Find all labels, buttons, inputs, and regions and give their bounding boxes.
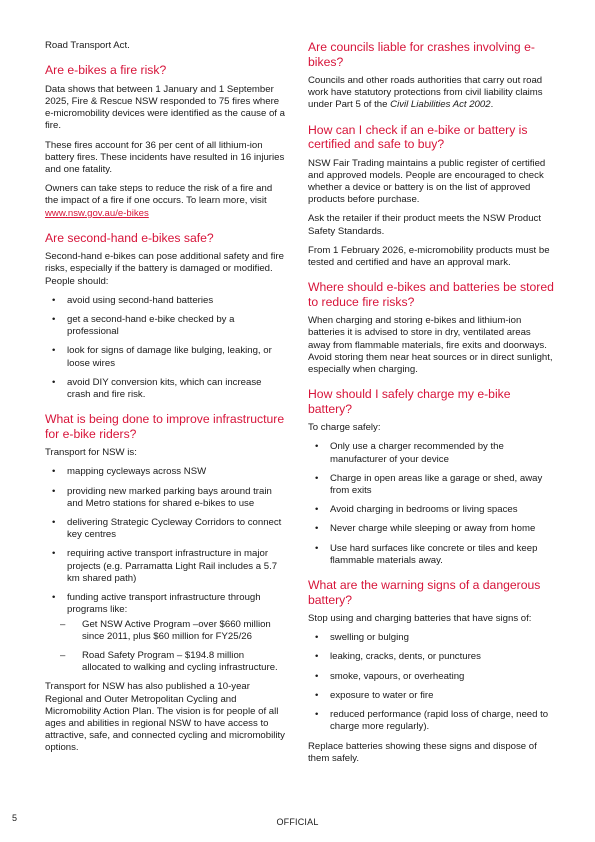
list-item: • providing new marked parking bays around train and Metro stations for shared e-bikes to use xyxy=(45,486,285,510)
list-item: • reduced performance (rapid loss of charge, need to charge more regularly). xyxy=(308,709,554,733)
list-item: • delivering Strategic Cycleway Corridors to connect key centres xyxy=(45,517,285,541)
list-item: • smoke, vapours, or overheating xyxy=(308,671,554,683)
list-item: • Avoid charging in bedrooms or living spaces xyxy=(308,504,554,516)
intro-text: Road Transport Act. xyxy=(45,40,130,51)
list-item: • Use hard surfaces like concrete or tiles and keep flammable materials away. xyxy=(308,543,554,567)
councils-para xyxy=(308,75,554,112)
programs-sublist xyxy=(45,619,285,675)
list-item: • look for signs of damage like bulging, leaking, or loose wires xyxy=(45,345,285,369)
classification-label: OFFICIAL xyxy=(276,817,319,827)
councils-para-end: . xyxy=(490,99,494,111)
second-hand-para: Second-hand e-bikes can pose additional safety and fire risks, especially if the battery is damaged or modified. People should: xyxy=(45,251,284,287)
infra-para-2: Transport for NSW has also published a 10-year Regional and Outer Metropolitan Cycling and Micromobility Action Plan. The vision is for people of all ages and abilities in regional NSW to have access to attractive, safe, and connected cycling and micromobility options. xyxy=(45,681,285,754)
councils-para-text: Councils and other roads authorities that carry out road work have statutory protections from civil liability claims under Part 5 of the xyxy=(308,75,543,111)
infra-list xyxy=(45,466,285,674)
list-item: • avoid DIY conversion kits, which can increase crash and fire risk. xyxy=(45,377,285,401)
warning-para-2: Replace batteries showing these signs and dispose of them safely. xyxy=(308,740,537,764)
list-item: • avoid using second-hand batteries xyxy=(45,295,285,307)
fire-para-3 xyxy=(45,183,285,220)
list-item: • mapping cycleways across NSW xyxy=(45,466,285,478)
sub-list-item: – Road Safety Program – $194.8 million allocated to walking and cycling infrastructure. xyxy=(45,650,285,674)
charge-para: To charge safely: xyxy=(308,422,381,434)
heading-councils: Are councils liable for crashes involving e-bikes? xyxy=(308,40,535,69)
left-column xyxy=(45,40,285,762)
list-item: • exposure to water or fire xyxy=(308,690,554,702)
certified-para-2: Ask the retailer if their product meets the NSW Product Safety Standards. xyxy=(308,213,542,237)
heading-certified: How can I check if an e-bike or battery is certified and safe to buy? xyxy=(308,122,528,152)
list-item-text: funding active transport infrastructure through programs like: xyxy=(67,592,261,616)
certified-para-3: From 1 February 2026, e-micromobility products must be tested and certified and have an approval mark. xyxy=(308,244,550,269)
storage-para: When charging and storing e-bikes and lithium-ion batteries it is advised to store in dry, ventilated areas away from flammable materials, fire exits and doorways. Avoid storing them near heat sources or in direct sunlight, especially when charging. xyxy=(308,315,553,376)
heading-infrastructure: What is being done to improve infrastructure for e-bike riders? xyxy=(45,412,285,441)
list-item: • Never charge while sleeping or away from home xyxy=(308,523,554,535)
list-item: • leaking, cracks, dents, or punctures xyxy=(308,651,554,663)
act-title: Civil Liabilities Act 2002 xyxy=(390,99,491,111)
fire-para-1: Data shows that between 1 January and 1 September 2025, Fire & Rescue NSW responded to 75 fires where e-micromobility devices were identified as the cause of a fire. xyxy=(45,83,285,132)
heading-storage: Where should e-bikes and batteries be stored to reduce fire risks? xyxy=(308,280,554,309)
list-item: • Only use a charger recommended by the manufacturer of your device xyxy=(308,441,554,465)
second-hand-list xyxy=(45,295,285,401)
sub-list-item: – Get NSW Active Program –over $660 million since 2011, plus $60 million for FY25/26 xyxy=(45,619,285,643)
heading-charging: How should I safely charge my e-bike battery? xyxy=(308,387,511,416)
certified-para-1: NSW Fair Trading maintains a public register of certified and approved models. People are encouraged to check whether a device or battery is on the list of approved products before purchase. xyxy=(308,157,546,206)
list-item: • requiring active transport infrastructure in major projects (e.g. Parramatta Light Rail includes a 5.7 km shared path) xyxy=(45,548,285,585)
page-number: 5 xyxy=(12,813,18,823)
right-column xyxy=(308,40,554,772)
heading-second-hand: Are second-hand e-bikes safe? xyxy=(45,230,214,245)
fire-para-3-text: Owners can take steps to reduce the risk of a fire and the impact of a fire if one occurs. To learn more, visit xyxy=(45,183,273,207)
list-item: • get a second-hand e-bike checked by a professional xyxy=(45,314,285,338)
heading-warning-signs: What are the warning signs of a dangerous battery? xyxy=(308,578,541,607)
list-item: • Charge in open areas like a garage or shed, away from exits xyxy=(308,473,554,497)
list-item xyxy=(45,592,285,674)
infra-para-1: Transport for NSW is: xyxy=(45,447,137,459)
list-item: • swelling or bulging xyxy=(308,632,554,644)
fire-para-2: These fires account for 36 per cent of all lithium-ion battery fires. These incidents have resulted in 16 injuries and one fatality. xyxy=(45,139,285,175)
heading-fire-risk: Are e-bikes a fire risk? xyxy=(45,63,167,78)
warning-para-1: Stop using and charging batteries that have signs of: xyxy=(308,613,532,625)
warning-list xyxy=(308,632,554,733)
nsw-ebikes-link[interactable]: www.nsw.gov.au/e-bikes xyxy=(45,207,149,219)
charge-list xyxy=(308,441,554,567)
